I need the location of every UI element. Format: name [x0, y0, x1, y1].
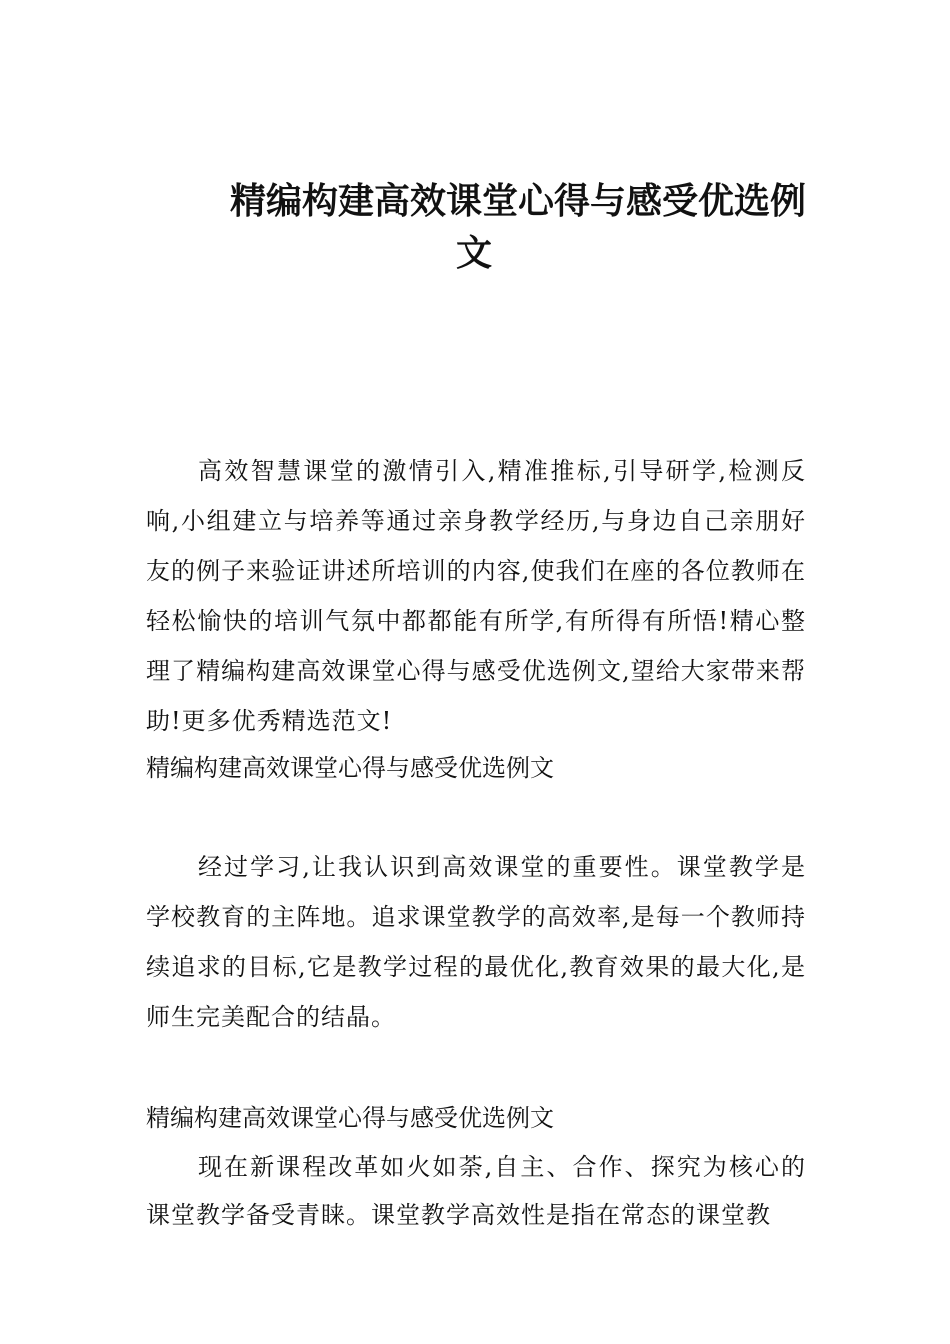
body-section-2 — [146, 1093, 806, 1239]
body-paragraph-2: 现在新课程改革如火如荼,自主、合作、探究为核心的课堂教学备受青睐。课堂教学高效性是指在常态的课堂教 — [146, 1153, 806, 1229]
intro-paragraph: 高效智慧课堂的激情引入,精准推标,引导研学,检测反响,小组建立与培养等通过亲身教学经历,与身边自己亲朋好友的例子来验证讲述所培训的内容,使我们在座的各位教师在轻松愉快的培训气氛中都都能有所学,有所得有所悟!精心整理了精编构建高效课堂心得与感受优选例文,望给大家带来帮助!更多优秀精选范文! — [146, 457, 806, 735]
section-heading-text-2: 精编构建高效课堂心得与感受优选例文 — [146, 1104, 554, 1132]
body-paragraph-1: 经过学习,让我认识到高效课堂的重要性。课堂教学是学校教育的主阵地。追求课堂教学的高效率,是每一个教师持续追求的目标,它是教学过程的最优化,教育效果的最大化,是师生完美配合的结晶。 — [146, 853, 806, 1031]
section-heading-text-1: 精编构建高效课堂心得与感受优选例文 — [146, 754, 554, 782]
intro-section — [146, 446, 806, 746]
document-title-line-1: 精编构建高效课堂心得与感受优选例 — [230, 181, 807, 222]
document-title-line-2: 文 — [456, 233, 493, 274]
section-heading-1 — [146, 743, 806, 793]
document-title — [220, 176, 807, 280]
body-section-1 — [146, 842, 806, 1042]
